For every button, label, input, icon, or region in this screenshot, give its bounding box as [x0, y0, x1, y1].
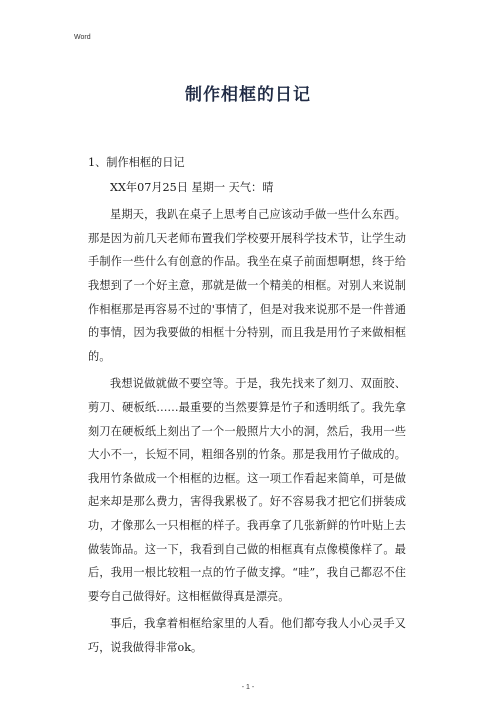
body-paragraph: 事后，我拿着相框给家里的人看。他们都夸我人小心灵手又巧，说我做得非常ok。 — [88, 617, 406, 654]
date-line: XX年07月25日 星期一 天气：晴 — [110, 180, 274, 194]
document-title: 制作相框的日记 — [185, 85, 311, 105]
section-heading: 1、制作相框的日记 — [88, 156, 185, 169]
page-number: - 1 - — [241, 684, 255, 691]
document-body — [88, 151, 406, 659]
body-paragraph: 星期天，我趴在桌子上思考自己应该动手做一些什么东西。那是因为前几天老师布置我们学校要开展科学技术节，让学生动手制作一些什么有创意的作品。我坐在桌子前面想啊想，终于给我想到了一个好主意，那就是做一个精美的相框。对别人来说制作相框那是再容易不过的'事情了，但是对我来说那不是一件普通的事情，因为我要做的相框十分特别，而且我是用竹子来做相框的。 — [88, 208, 406, 363]
body-paragraph: 我想说做就做不要空等。于是，我先找来了刻刀、双面胶、剪刀、硬板纸……最重要的当然要算是竹子和透明纸了。我先拿刻刀在硬板纸上刻出了一个一般照片大小的洞，然后，我用一些大小不一，长短不同，粗细各别的竹条。那是我用竹子做成的。我用竹条做成一个相框的边框。这一项工作看起来简单，可是做起来却是那么费力，害得我累极了。好不容易我才把它们拼装成功，才像那么一只相框的样子。我再拿了几张新鲜的竹叶贴上去做装饰品。这一下，我看到自己做的相框真有点像模像样了。最后，我用一根比较粗一点的竹子做支撑。“哇”，我自己都忍不住要夸自己做得好。这相框做得真是漂亮。 — [88, 377, 406, 603]
header-label: Word — [74, 34, 91, 41]
